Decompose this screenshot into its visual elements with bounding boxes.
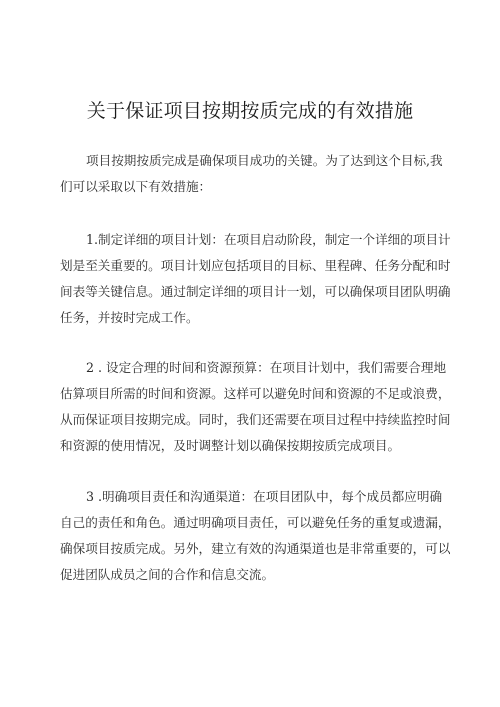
paragraph-line: 2 . 设定合理的时间和资源预算：在项目计划中，我们需要合理地 <box>86 360 447 375</box>
paragraph-line: 们可以采取以下有效措施： <box>60 179 212 194</box>
paragraph-line: 3 .明确项目责任和沟通渠道：在项目团队中，每个成员都应明确 <box>86 489 443 504</box>
paragraph-line: 促进团队成员之间的合作和信息交流。 <box>60 567 275 582</box>
paragraph-item-2 <box>60 355 452 459</box>
paragraph-line: 间表等关键信息。通过制定详细的项目计一划，可以确保项目团队明确 <box>60 284 451 299</box>
paragraph-line: 划是至关重要的。项目计划应包括项目的目标、里程碑、任务分配和时 <box>60 258 451 273</box>
paragraph-line: 任务，并按时完成工作。 <box>60 310 199 325</box>
paragraph-line: 1.制定详细的项目计划：在项目启动阶段，制定一个详细的项目计 <box>86 232 451 247</box>
paragraph-line: 估算项目所需的时间和资源。这样可以避免时间和资源的不足或浪费， <box>60 386 451 401</box>
paragraph-item-1 <box>60 227 452 331</box>
paragraph-line: 和资源的使用情况，及时调整计划以确保按期按质完成项目。 <box>60 438 401 453</box>
paragraph-line: 确保项目按质完成。另外，建立有效的沟通渠道也是非常重要的，可以 <box>60 541 451 556</box>
paragraph-intro <box>60 148 452 200</box>
paragraph-line: 项目按期按质完成是确保项目成功的关键。为了达到这个目标,我 <box>86 153 443 168</box>
paragraph-line: 自己的责任和角色。通过明确项目责任，可以避免任务的重复或遗漏， <box>60 515 451 530</box>
document-title: 关于保证项目按期按质完成的有效措施 <box>86 100 414 122</box>
paragraph-item-3 <box>60 484 452 588</box>
paragraph-line: 从而保证项目按期完成。同时，我们还需要在项目过程中持续监控时间 <box>60 412 451 427</box>
